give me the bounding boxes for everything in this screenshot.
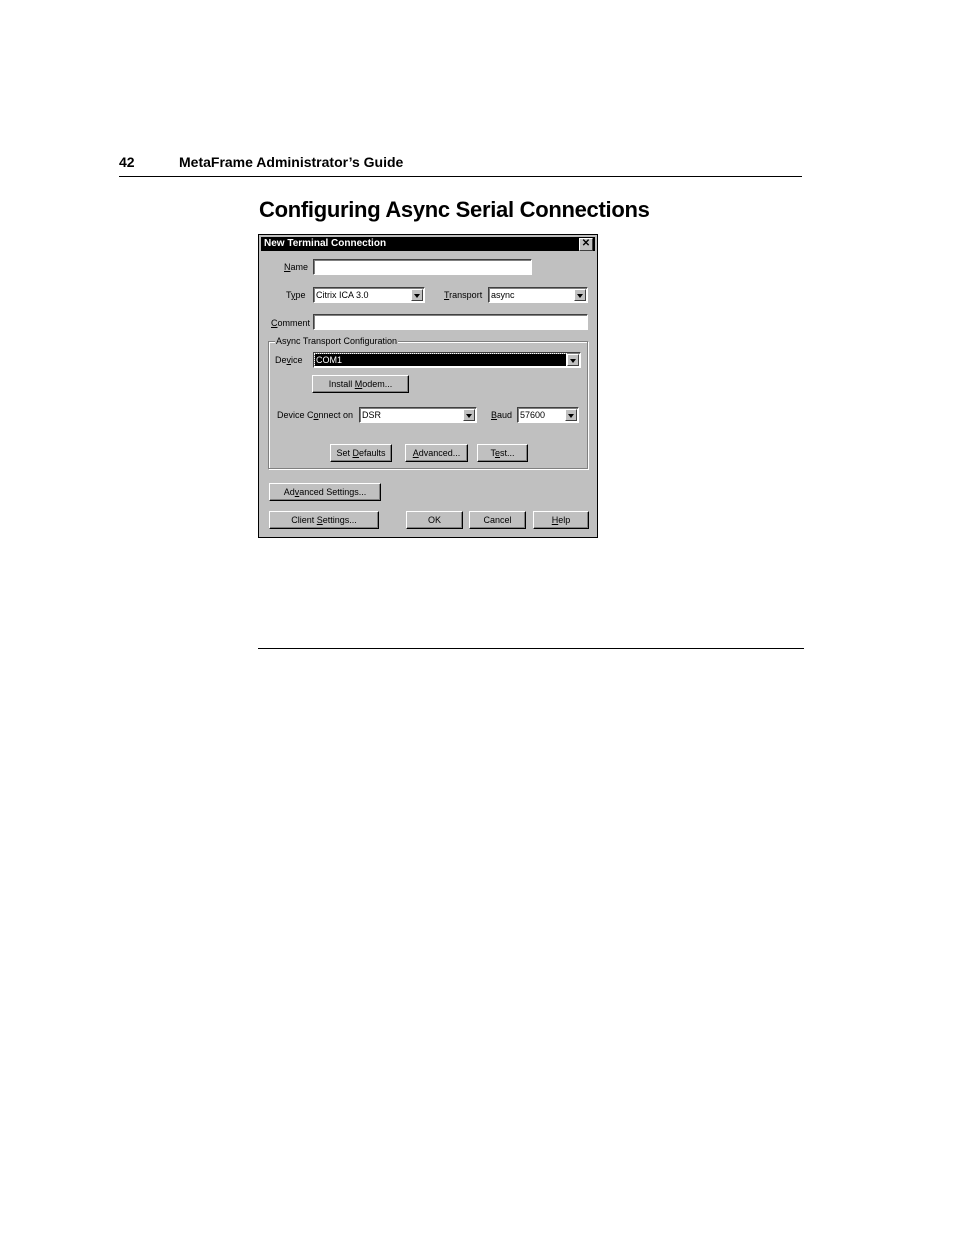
advanced-rest: dvanced... xyxy=(418,448,461,458)
dialog-title: New Terminal Connection xyxy=(264,238,387,249)
cancel-button[interactable]: Cancel xyxy=(469,511,526,529)
device-value: COM1 xyxy=(315,354,566,366)
running-title: MetaFrame Administrator’s Guide xyxy=(179,154,404,170)
name-label-accel: N xyxy=(284,262,291,272)
transport-select[interactable] xyxy=(488,287,588,303)
device-connect-pre: Device C xyxy=(277,410,314,420)
device-connect-accel: o xyxy=(313,410,319,420)
comment-label-accel: C xyxy=(271,318,278,328)
test-pre: T xyxy=(490,448,495,458)
comment-label-text: omment xyxy=(277,318,311,328)
type-label-accel: y xyxy=(291,290,296,300)
async-transport-group xyxy=(268,336,588,469)
advanced-button[interactable] xyxy=(405,444,468,462)
transport-label-accel: T xyxy=(444,290,450,300)
device-connect-label xyxy=(277,409,353,421)
dialog-titlebar xyxy=(261,237,595,251)
name-label xyxy=(284,261,308,273)
advanced-settings-pre: Ad xyxy=(283,487,295,497)
install-modem-pre: Install xyxy=(328,379,355,389)
name-input[interactable] xyxy=(313,259,532,275)
section-heading: Configuring Async Serial Connections xyxy=(259,197,650,222)
set-defaults-rest: efaults xyxy=(358,448,386,458)
baud-label-rest: aud xyxy=(497,410,513,420)
test-button[interactable] xyxy=(477,444,528,462)
chevron-down-icon[interactable] xyxy=(463,409,475,421)
type-label-rest: pe xyxy=(295,290,306,300)
close-icon[interactable]: ✕ xyxy=(579,238,593,251)
client-settings-accel: S xyxy=(316,515,323,525)
install-modem-rest: odem... xyxy=(362,379,393,389)
type-label-pre: T xyxy=(286,290,292,300)
baud-label-accel: B xyxy=(491,410,498,420)
set-defaults-pre: Set xyxy=(336,448,353,458)
install-modem-accel: M xyxy=(354,379,363,389)
baud-select[interactable] xyxy=(517,407,579,423)
advanced-settings-rest: anced Settings... xyxy=(299,487,367,497)
advanced-accel: A xyxy=(412,448,419,458)
chevron-down-icon[interactable] xyxy=(565,409,577,421)
comment-label xyxy=(271,317,310,329)
chevron-down-icon[interactable] xyxy=(567,354,579,366)
transport-value: async xyxy=(491,290,515,300)
header-rule xyxy=(119,176,802,177)
transport-label-text: ransport xyxy=(449,290,483,300)
client-settings-pre: Client xyxy=(291,515,317,525)
advanced-settings-accel: v xyxy=(294,487,300,497)
new-terminal-connection-dialog xyxy=(258,234,598,538)
test-accel: e xyxy=(494,448,500,458)
ok-button[interactable]: OK xyxy=(406,511,463,529)
device-label-accel: v xyxy=(286,355,292,365)
help-rest: elp xyxy=(558,515,571,525)
baud-label xyxy=(491,409,512,421)
chevron-down-icon[interactable] xyxy=(411,289,423,301)
device-label xyxy=(275,354,303,366)
baud-value: 57600 xyxy=(520,410,546,420)
device-connect-select[interactable] xyxy=(359,407,477,423)
device-label-rest: ice xyxy=(291,355,303,365)
client-settings-rest: ettings... xyxy=(322,515,357,525)
page-number: 42 xyxy=(119,154,135,170)
footer-rule xyxy=(258,648,804,649)
chevron-down-icon[interactable] xyxy=(574,289,586,301)
advanced-settings-button[interactable] xyxy=(269,483,381,501)
set-defaults-accel: D xyxy=(352,448,359,458)
type-label xyxy=(286,289,306,301)
name-label-text: ame xyxy=(290,262,309,272)
help-button[interactable] xyxy=(533,511,589,529)
type-select[interactable] xyxy=(313,287,425,303)
device-connect-rest: nnect on xyxy=(318,410,354,420)
type-value: Citrix ICA 3.0 xyxy=(316,290,369,300)
async-group-legend: Async Transport Configuration xyxy=(276,336,398,346)
comment-input[interactable] xyxy=(313,314,588,330)
install-modem-button[interactable] xyxy=(312,375,409,393)
client-settings-button[interactable] xyxy=(269,511,379,529)
device-connect-value: DSR xyxy=(362,410,382,420)
device-select[interactable] xyxy=(313,352,581,368)
help-accel: H xyxy=(551,515,559,525)
test-rest: st... xyxy=(500,448,515,458)
device-label-pre: De xyxy=(275,355,287,365)
transport-label xyxy=(444,289,482,301)
set-defaults-button[interactable] xyxy=(330,444,392,462)
